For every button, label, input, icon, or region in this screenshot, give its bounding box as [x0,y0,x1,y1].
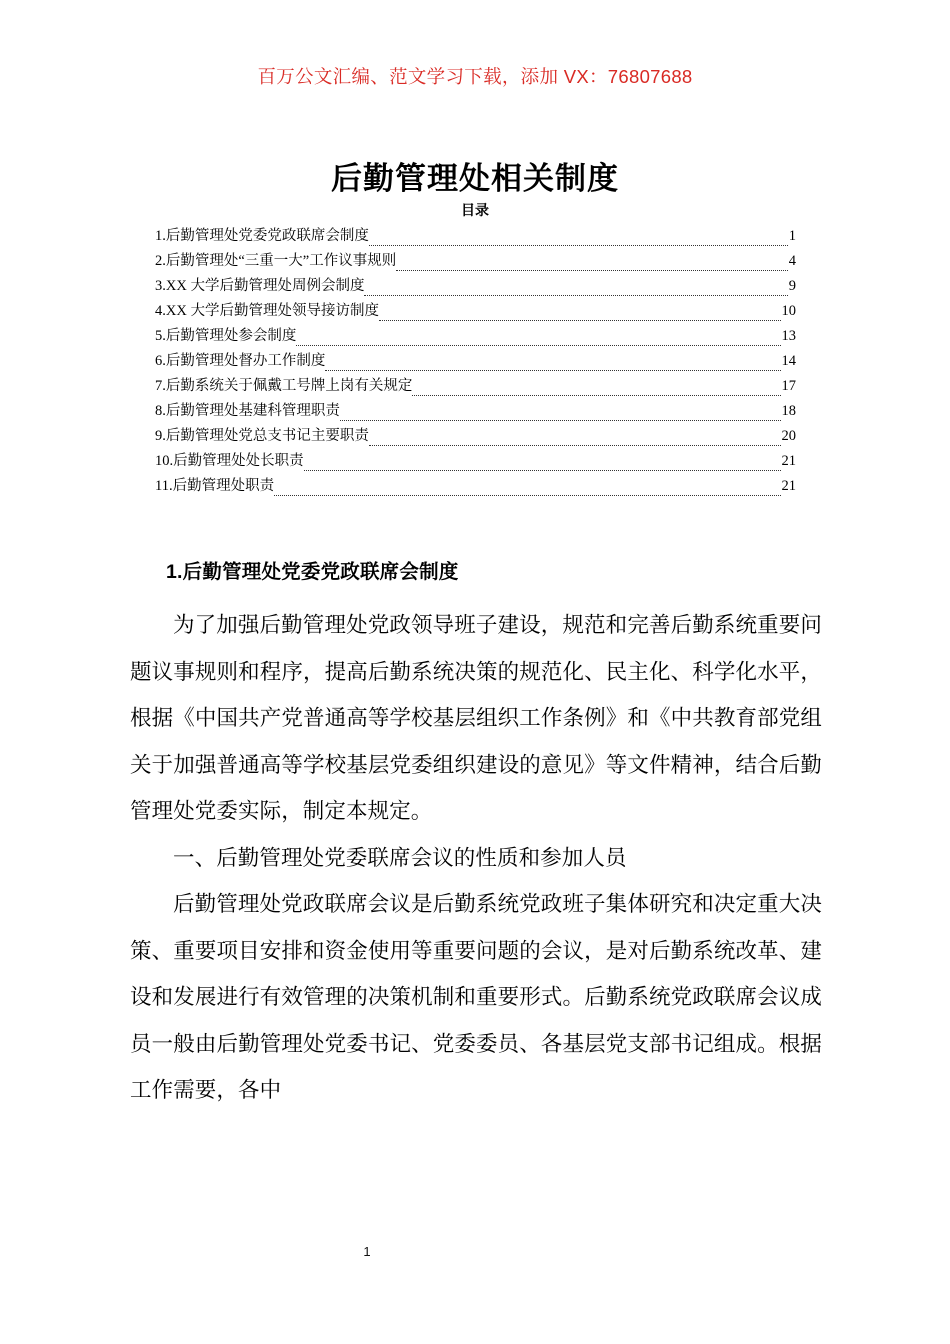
toc-entry-page: 1 [788,228,796,244]
toc-entry-label: 3.XX 大学后勤管理处周例会制度 [155,278,365,294]
toc-entry-label: 11.后勤管理处职责 [155,478,275,494]
toc-dot-leader [369,444,781,446]
page-number: 1 [363,1244,371,1259]
toc-dot-leader [296,344,780,346]
section-body [130,602,822,1114]
toc-dot-leader [325,369,780,371]
toc-entry-label: 2.后勤管理处“三重一大”工作议事规则 [155,253,397,269]
toc-entry-page: 13 [781,328,796,344]
body-paragraph: 一、后勤管理处党委联席会议的性质和参加人员 [173,845,627,870]
toc-entry-label: 1.后勤管理处党委党政联席会制度 [155,228,369,244]
toc-label: 目录 [461,204,489,219]
toc-dot-leader [274,494,780,496]
toc-dot-leader [364,294,787,296]
toc-entry-page: 9 [788,278,796,294]
toc-entry[interactable] [155,474,796,499]
toc-entry-label: 7.后勤系统关于佩戴工号牌上岗有关规定 [155,378,413,394]
toc-entry[interactable] [155,374,796,399]
toc-dot-leader [396,269,788,271]
body-paragraph: 后勤管理处党政联席会议是后勤系统党政班子集体研究和决定重大决策、重要项目安排和资金使用等重要问题的会议，是对后勤系统改革、建设和发展进行有效管理的决策机制和重要形式。后勤系统党政联席会议成员一般由后勤管理处党委书记、党委委员、各基层党支部书记组成。根据工作需要，各中 [130,892,822,1102]
table-of-contents [155,224,796,499]
toc-entry[interactable] [155,299,796,324]
toc-dot-leader [369,244,788,246]
toc-entry-page: 14 [781,353,796,369]
section-heading: 1.后勤管理处党委党政联席会制度 [166,561,459,583]
toc-dot-leader [304,469,781,471]
toc-entry-label: 8.后勤管理处基建科管理职责 [155,403,340,419]
toc-entry-page: 10 [781,303,796,319]
toc-entry[interactable] [155,274,796,299]
toc-entry-page: 21 [781,453,796,469]
body-paragraph: 为了加强后勤管理处党政领导班子建设，规范和完善后勤系统重要问题议事规则和程序，提高后勤系统决策的规范化、民主化、科学化水平，根据《中国共产党普通高等学校基层组织工作条例》和《中共教育部党组关于加强普通高等学校基层党委组织建设的意见》等文件精神，结合后勤管理处党委实际，制定本规定。 [130,613,822,823]
toc-entry[interactable] [155,224,796,249]
toc-entry[interactable] [155,349,796,374]
toc-entry-label: 4.XX 大学后勤管理处领导接访制度 [155,303,379,319]
toc-entry-label: 5.后勤管理处参会制度 [155,328,297,344]
toc-entry-label: 10.后勤管理处处长职责 [155,453,304,469]
toc-entry[interactable] [155,324,796,349]
promo-header-text: 百万公文汇编、范文学习下载，添加 VX：76807688 [257,66,693,87]
toc-entry[interactable] [155,424,796,449]
toc-entry[interactable] [155,449,796,474]
toc-entry-page: 20 [781,428,796,444]
toc-entry-page: 18 [781,403,796,419]
toc-entry-page: 21 [781,478,796,494]
toc-entry[interactable] [155,249,796,274]
toc-entry-page: 17 [781,378,796,394]
toc-dot-leader [379,319,781,321]
toc-entry-label: 6.后勤管理处督办工作制度 [155,353,326,369]
document-title: 后勤管理处相关制度 [331,161,619,196]
toc-dot-leader [412,394,780,396]
toc-entry[interactable] [155,399,796,424]
toc-entry-label: 9.后勤管理处党总支书记主要职责 [155,428,369,444]
toc-dot-leader [340,419,781,421]
toc-entry-page: 4 [788,253,796,269]
